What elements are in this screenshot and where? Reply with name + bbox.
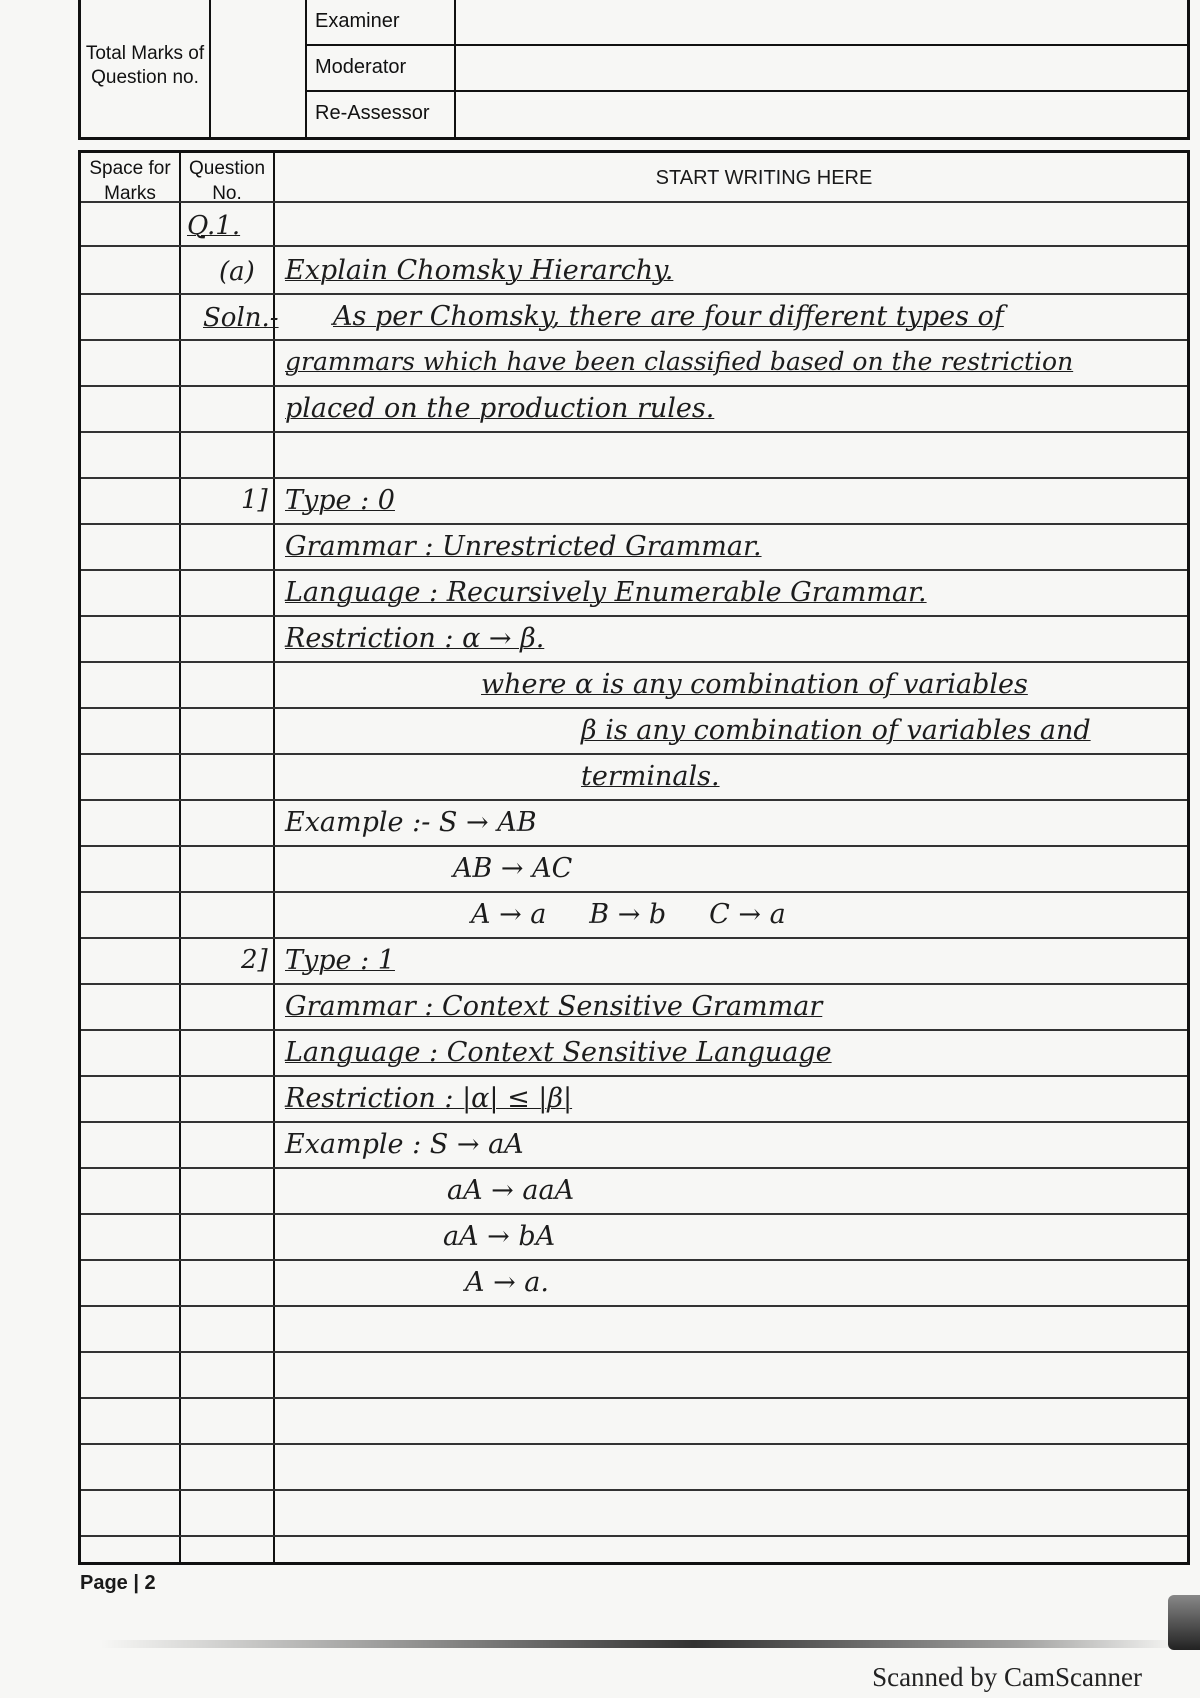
ruled-line [81, 983, 1187, 985]
type0-where-line: β is any combination of variables and [581, 715, 1091, 746]
ruled-line [81, 1029, 1187, 1031]
space-for-marks-heading: Space for Marks [89, 158, 171, 204]
ruled-line [81, 799, 1187, 801]
ruled-line [81, 615, 1187, 617]
type0-example: Example :- S → AB [285, 807, 537, 838]
ruled-line [81, 339, 1187, 341]
ruled-line [81, 1213, 1187, 1215]
type0-example-line: A → a B → b C → a [471, 899, 786, 930]
type1-heading: Type : 1 [285, 945, 395, 976]
moderator-label: Moderator [315, 56, 407, 78]
type1-language: Language : Context Sensitive Language [285, 1037, 832, 1068]
divider [209, 0, 211, 137]
question-number: Q.1. [187, 211, 241, 241]
type1-grammar: Grammar : Context Sensitive Grammar [285, 991, 823, 1022]
part-title: Explain Chomsky Hierarchy. [285, 255, 674, 286]
intro-line: grammars which have been classified based on the restriction [285, 347, 1074, 376]
ruled-line [81, 891, 1187, 893]
ruled-line [81, 477, 1187, 479]
type1-example-line: aA → bA [443, 1221, 556, 1252]
ruled-line [81, 1305, 1187, 1307]
type0-marker: 1] [241, 485, 268, 515]
ruled-line [81, 937, 1187, 939]
type1-restriction: Restriction : |α| ≤ |β| [285, 1083, 573, 1114]
type0-language: Language : Recursively Enumerable Grammar. [285, 577, 927, 608]
ruled-line [81, 245, 1187, 247]
ruled-line [81, 1121, 1187, 1123]
scanner-watermark: Scanned by CamScanner [872, 1662, 1142, 1692]
type1-example-line: A → a. [465, 1267, 549, 1298]
re-assessor-label: Re-Assessor [315, 102, 430, 124]
type0-grammar: Grammar : Unrestricted Grammar. [285, 531, 762, 562]
ruled-line [81, 1351, 1187, 1353]
type1-example: Example : S → aA [285, 1129, 524, 1160]
ruled-line [81, 1167, 1187, 1169]
type1-marker: 2] [241, 945, 268, 975]
divider [305, 0, 307, 137]
ruled-line [81, 753, 1187, 755]
ruled-line [81, 523, 1187, 525]
ruled-line [81, 1075, 1187, 1077]
type0-where-line: terminals. [581, 761, 720, 792]
type1-example-line: aA → aaA [447, 1175, 575, 1206]
ruled-line [81, 707, 1187, 709]
question-no-heading: Question No. [188, 158, 266, 204]
ruled-line [81, 293, 1187, 295]
divider [305, 44, 1190, 46]
type0-example-line: AB → AC [453, 853, 573, 884]
type0-restriction: Restriction : α → β. [285, 623, 545, 654]
ruled-line [81, 569, 1187, 571]
ruled-line [81, 661, 1187, 663]
type0-where-line: where α is any combination of variables [481, 669, 1028, 700]
type0-heading: Type : 0 [285, 485, 395, 516]
intro-line: As per Chomsky, there are four different types of [333, 301, 1004, 332]
examiner-label: Examiner [315, 10, 400, 32]
ruled-line [81, 385, 1187, 387]
page-corner-shadow [1168, 1595, 1200, 1650]
ruled-line [81, 431, 1187, 433]
start-writing-heading: START WRITING HERE [655, 167, 873, 189]
page-number: Page | 2 [80, 1572, 156, 1594]
answer-sheet [78, 150, 1190, 1565]
intro-line: placed on the production rules. [285, 393, 715, 424]
ruled-line [81, 1259, 1187, 1261]
marks-header-box [78, 0, 1190, 140]
solution-label: Soln.- [203, 303, 279, 333]
ruled-line [81, 1443, 1187, 1445]
ruled-line [81, 1397, 1187, 1399]
ruled-line [81, 1489, 1187, 1491]
ruled-line [81, 1535, 1187, 1537]
scan-edge-shadow [100, 1640, 1180, 1648]
ruled-line [81, 845, 1187, 847]
divider [454, 0, 456, 137]
total-marks-label: Total Marks of Question no. [85, 43, 205, 88]
divider [305, 90, 1190, 92]
part-label: (a) [219, 257, 255, 287]
